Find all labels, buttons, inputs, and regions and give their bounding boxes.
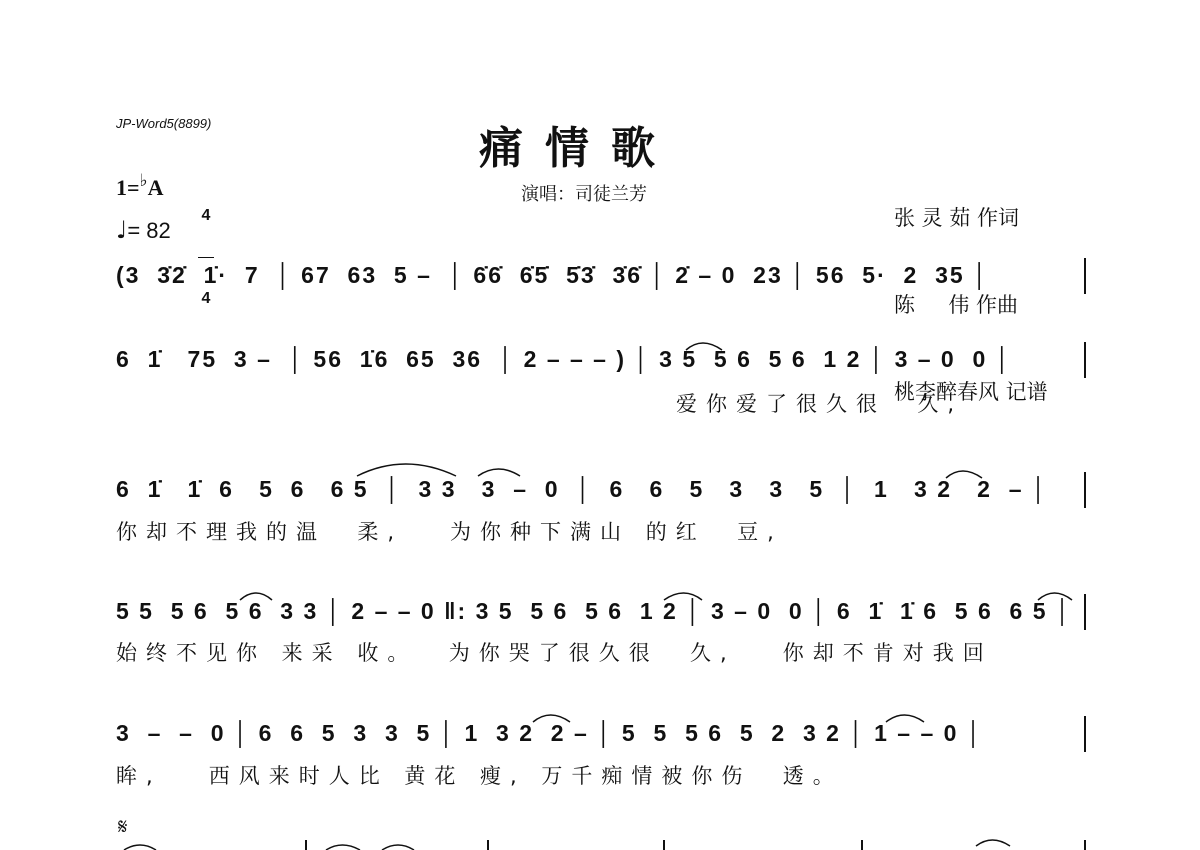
quarter-note-icon: ♩ <box>116 216 128 244</box>
flat-icon: ♭ <box>139 171 148 190</box>
lyricist-credit: 张 灵 茹 作词 <box>894 206 1020 230</box>
score-line-4: 5 5 5 6 5 6 3 3 │ 2 – – 0 ‖: 3 5 5 6 5 6 1 2 │ 3 – 0 0 │ 6 1̇ 1̇ 6 5 6 6 5 │ <box>116 598 1073 624</box>
score-line-3: 6 1̇ 1̇ 6 5 6 6 5 │ 3 3 3 – 0 │ 6 6 5 3 3 5 │ 1 3 2 2 – │ <box>116 476 1049 502</box>
time-denominator: 4 <box>201 290 211 307</box>
lyric-line-5: 眸, 西风来时人比 黄花 瘦, 万千痴情被你伤 透。 <box>116 764 843 788</box>
segno-icon: 𝄋 <box>118 815 128 840</box>
lyric-line-3: 你却不理我的温 柔, 为你种下满山 的红 豆, <box>116 520 783 544</box>
lyric-line-4: 始终不见你 来采 收。 为你哭了很久很 久, 你却不肯对我回 <box>116 641 993 665</box>
score-line-2: 6 1̇ 75 3 – │ 56 1̇6 65 36 │ 2 – – – ) │ 3 5 5 6 5 6 1 2 │ 3 – 0 0 │ <box>116 346 1013 372</box>
score-line-5: 3 – – 0 │ 6 6 5 3 3 5 │ 1 3 2 2 – │ 5 5 5 6 5 2 3 2 │ 1 – – 0 │ <box>116 720 984 746</box>
transcriber-credit: 桃李醉春风 记谱 <box>894 380 1048 404</box>
song-title: 痛情歌 <box>479 123 677 174</box>
time-numerator: 4 <box>201 207 211 224</box>
key-note: A <box>147 175 164 200</box>
key-prefix: 1= <box>116 175 140 200</box>
tempo-value: = 82 <box>127 218 171 243</box>
composer-credit: 陈 伟 作曲 <box>894 293 1019 317</box>
score-line-1: (3 3̇2̇ 1̇· 7 │ 67 63 5 – │ 6̇6̇ 6̇5̇ 5̇3̇ 3̇6̇ │ 2̇ – 0 23 │ 56 5· 2 35 │ <box>116 262 990 288</box>
singer-credit: 演唱：司徒兰芳 <box>521 184 647 205</box>
software-label: JP-Word5(8899) <box>116 116 212 131</box>
lyric-line-2: 爱你爱了很久很 久, <box>676 392 964 416</box>
